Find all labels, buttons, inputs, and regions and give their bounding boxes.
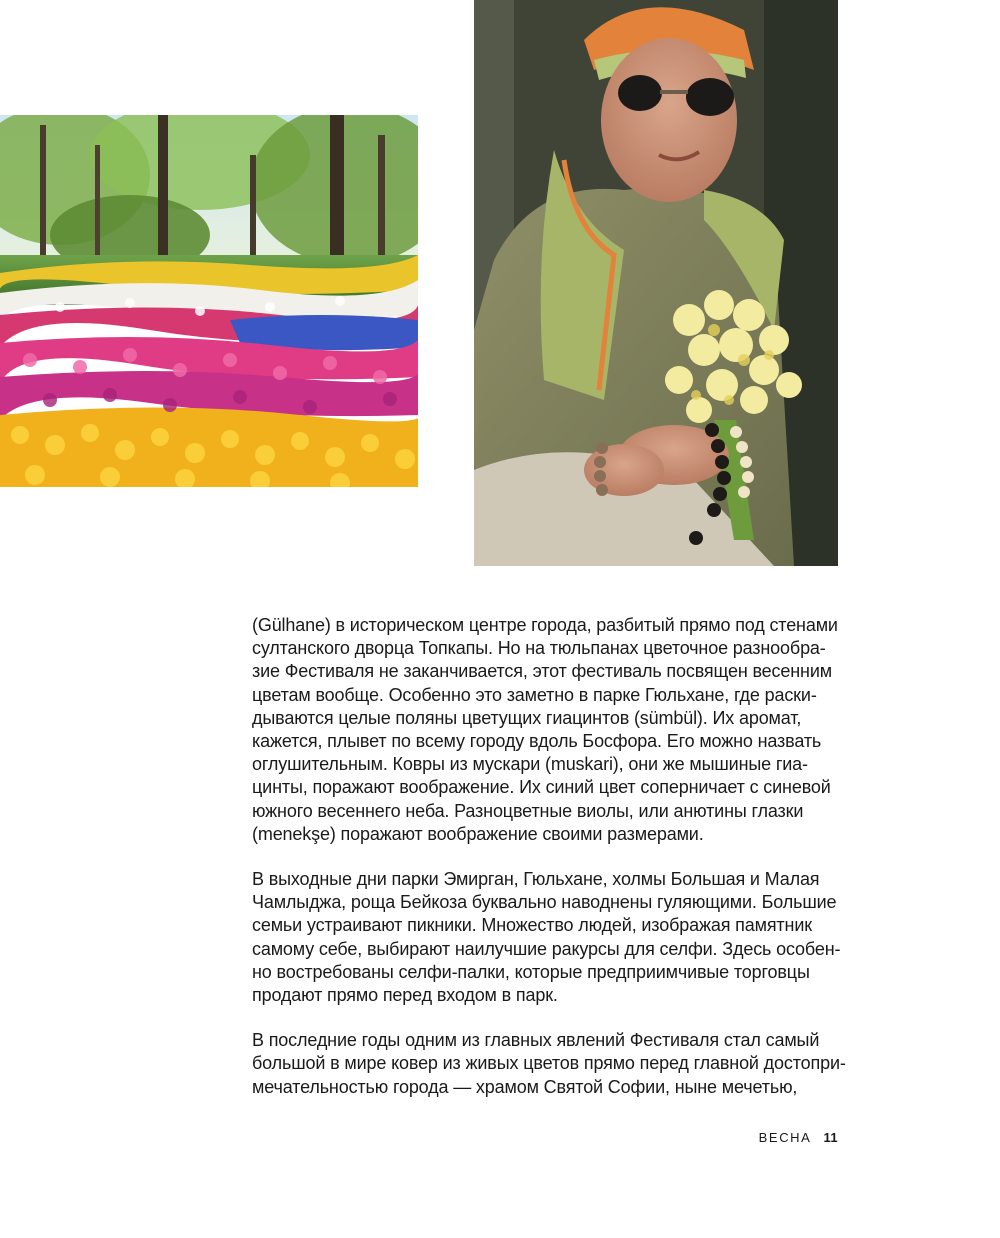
text-line: но востребованы селфи-палки, которые предприимчивые торговцы [252,961,810,982]
paragraph-2 [252,868,842,1007]
text-line: зие Фестиваля не заканчивается, этот фестиваль посвящен весенним [252,661,832,682]
text-line: (Gülhane) в историческом центре города, разбитый прямо под стенами [252,615,838,635]
text-line: цинты, поражают воображение. Их синий цвет соперничает с синевой [252,777,831,798]
text-line: цветам вообще. Особенно это заметно в парке Гюльхане, где раски- [252,684,817,705]
page-footer [700,1130,838,1145]
text-line: самому себе, выбирают наилучшие ракурсы для селфи. Здесь особен- [252,938,841,959]
text-line: (menekşe) поражают воображение своими размерами. [252,823,704,844]
page-number: 11 [823,1130,838,1145]
text-line: оглушительным. Ковры из мускари (muskari), они же мышиные гиа- [252,754,808,775]
article-body [252,614,846,1121]
tulip-field-photo [0,115,418,487]
text-line: султанского дворца Топкапы. Но на тюльпанах цветочное разнообра- [252,638,826,659]
text-line: Чамлыджа, роща Бейкоза буквально наводнены гуляющими. Большие [252,892,837,913]
running-footer-section: ВЕСНА [758,1130,812,1145]
text-line: большой в мире ковер из живых цветов прямо перед главной достопри- [252,1053,846,1074]
paragraph-3 [252,1029,846,1099]
tulip-field-image [0,115,418,487]
text-line: дываются целые поляны цветущих гиацинтов (sümbül). Их аромат, [252,707,802,728]
text-line: южного весеннего неба. Разноцветные виолы, или анютины глазки [252,800,804,821]
text-line: мечательностью города — храмом Святой Софии, ныне мечетью, [252,1076,798,1097]
text-line: кажется, плывет по всему городу вдоль Босфора. Его можно назвать [252,731,822,752]
text-line: продают прямо перед входом в парк. [252,985,558,1006]
paragraph-1 [252,614,842,846]
woman-portrait-image [474,0,838,566]
woman-with-bouquet-photo [474,0,838,566]
text-line: В выходные дни парки Эмирган, Гюльхане, холмы Большая и Малая [252,869,820,890]
text-line: В последние годы одним из главных явлений Фестиваля стал самый [252,1030,820,1051]
text-line: семьи устраивают пикники. Множество людей, изображая памятник [252,915,812,936]
